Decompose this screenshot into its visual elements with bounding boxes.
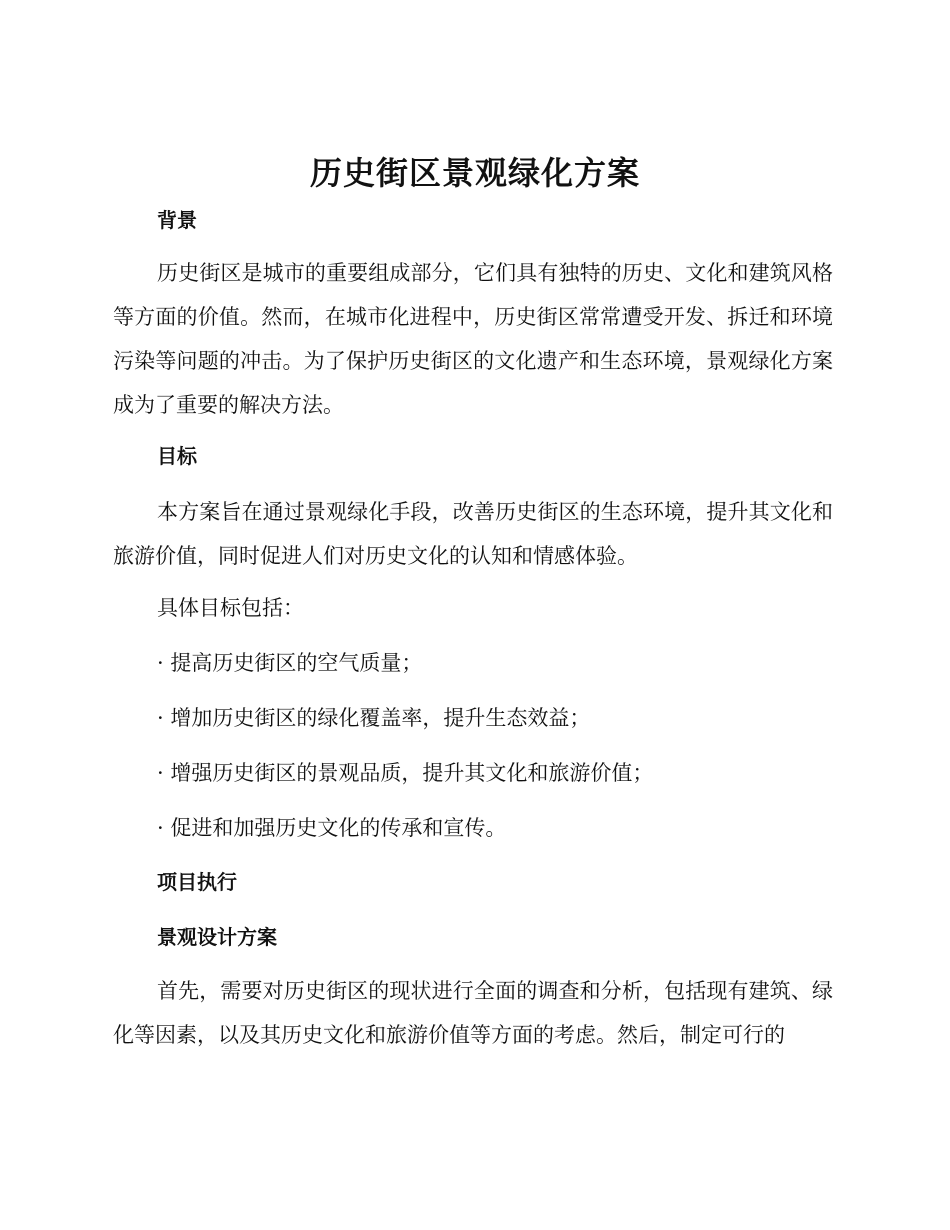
section-heading-goals: 目标 [157, 444, 197, 468]
goal-item-3: · 增强历史街区的景观品质，提升其文化和旅游价值； [157, 761, 654, 785]
goals-paragraph: 本方案旨在通过景观绿化手段，改善历史街区的生态环境，提升其文化和旅游价值，同时促进人们对历史文化的认知和情感体验。 [113, 500, 833, 568]
section-heading-design: 景观设计方案 [157, 925, 277, 949]
design-paragraph: 首先，需要对历史街区的现状进行全面的调查和分析，包括现有建筑、绿化等因素，以及其历史文化和旅游价值等方面的考虑。然后，制定可行的 [113, 979, 833, 1047]
section-heading-background: 背景 [157, 208, 197, 232]
document-title: 历史街区景观绿化方案 [309, 154, 640, 192]
section-heading-execution: 项目执行 [157, 870, 237, 894]
goal-item-2: · 增加历史街区的绿化覆盖率，提升生态效益； [157, 706, 591, 730]
goals-intro: 具体目标包括： [157, 596, 304, 620]
goal-item-1: · 提高历史街区的空气质量； [157, 651, 423, 675]
goal-item-4: · 促进和加强历史文化的传承和宣传。 [157, 816, 507, 840]
background-paragraph: 历史街区是城市的重要组成部分，它们具有独特的历史、文化和建筑风格等方面的价值。然而，在城市化进程中，历史街区常常遭受开发、拆迁和环境污染等问题的冲击。为了保护历史街区的文化遗产和生态环境，景观绿化方案成为了重要的解决方法。 [113, 261, 833, 417]
